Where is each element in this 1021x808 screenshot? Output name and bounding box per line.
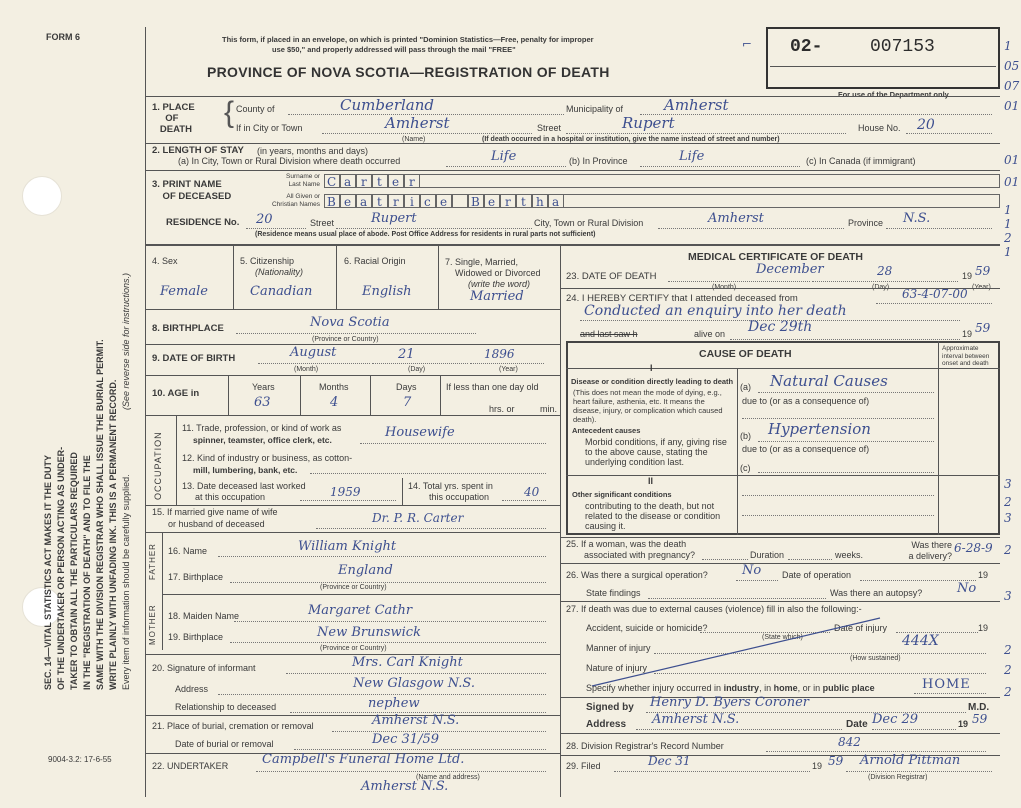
dob-year-caption: (Year) [499,366,518,373]
surgical-label: 26. Was there a surgical operation? [566,570,708,580]
immediate-sub: (This does not mean the mode of dying, e.g., heart failure, asthenia, etc. It means the disease, injury, or complication which caused death). [573,388,723,424]
mother-bp-caption: (Province or Country) [320,645,387,652]
citizenship-label: 5. Citizenship [240,256,295,266]
sidebar-line-3: TAKER TO OBTAIN ALL THE PARTICULARS REQUIRED [69,452,79,690]
birthplace-label: 8. BIRTHPLACE [152,323,224,334]
stay-b-value: Life [679,149,705,164]
certify-to: Conducted an enquiry into her death [584,303,847,319]
residence-city: Amherst [708,211,764,226]
antecedent-sub: Morbid conditions, if any, giving rise to the above cause, stating the underlying condition last. [585,437,727,467]
code: 2 [1004,663,1012,677]
sidebar-line-2: OF THE UNDERTAKER OR PERSON ACTING AS UNDER- [56,446,66,690]
specify-value: HOME [922,677,971,692]
envelope-notice-1: This form, if placed in an envelope, on which is printed "Dominion Statistics—Free, penalty for improper [222,35,594,44]
age-days: 7 [403,395,412,410]
death-day: 28 [877,264,893,278]
dob-day-caption: (Day) [408,366,426,373]
undertaker-addr: Amherst N.S. [361,779,449,794]
undertaker-label: 22. UNDERTAKER [152,761,229,771]
years-spent-label: 14. Total yrs. spent in [408,481,493,491]
residence-no: 20 [256,212,273,227]
accident-label: Accident, suicide or homicide? [586,623,708,633]
sig-address-label: Address [586,719,627,730]
place-label: 1. PLACE OF DEATH [152,102,195,135]
birthplace-value: Nova Scotia [310,315,390,330]
code: 3 [1004,589,1012,603]
municipality-label: Municipality of [566,104,624,114]
a-prefix: (a) [740,382,751,392]
b-prefix: (b) [740,431,751,441]
injury-date-label: Date of injury [834,623,888,633]
racial-label: 6. Racial Origin [344,256,406,266]
residence-province: N.S. [903,211,931,226]
dob-year: 1896 [484,347,515,361]
trade-sub: spinner, teamster, office clerk, etc. [193,435,332,445]
sidebar-line-6: WRITE PLAINLY WITH UNFADING INK. THIS IS A PERMANENT RECORD. [108,379,118,690]
antecedent-label: Antecedent causes [572,426,641,435]
age-label: 10. AGE in [152,388,200,399]
lessday-label: If less than one day old [446,382,539,392]
hrs-label: hrs. or [489,404,515,414]
code: 2 [1004,231,1012,245]
medical-heading: MEDICAL CERTIFICATE OF DEATH [688,251,863,263]
years-spent-value: 40 [524,485,540,499]
op-year-prefix: 19 [978,570,989,580]
given-label: All Given or Christian Names [271,193,320,208]
municipality-value: Amherst [664,96,729,114]
sidebar-line-1: SEC. 14—VITAL STATISTICS ACT MAKES IT THE DUTY [43,454,53,690]
city-value: Amherst [385,114,450,132]
b-value: Hypertension [768,420,871,438]
other-sub: contributing to the death, but not related to the disease or condition causing it. [585,501,721,531]
sig-year-prefix: 19 [958,719,969,729]
form-number: FORM 6 [46,32,81,42]
nature-label: Nature of injury [586,663,648,673]
lastworked-label: 13. Date deceased last worked [182,481,306,491]
sig-address: Amherst N.S. [652,712,740,727]
death-year-prefix: 19 [962,271,973,281]
code: 1 [1004,245,1012,259]
dob-label: 9. DATE OF BIRTH [152,353,236,364]
preg-label: 25. If a woman, was the death [566,539,687,549]
street-value: Rupert [622,114,675,132]
stay-c-label: (c) In Canada (if immigrant) [806,156,916,166]
interval-caption: Approximate interval between onset and death [942,345,990,367]
months-label: Months [319,382,349,392]
residence-street: Rupert [371,211,417,226]
delivery-label: Was there a delivery? [908,540,952,561]
code: 2 [1004,643,1012,657]
informant-sig: Mrs. Carl Knight [352,655,463,670]
mother-name: Margaret Cathr [308,603,413,618]
stay-b-label: (b) In Province [569,156,628,166]
code: 01 [1004,175,1020,189]
occupation-side: OCCUPATION [153,431,163,500]
death-month: December [756,262,824,277]
father-bp: England [338,563,393,578]
burial-value: Amherst N.S. [372,713,460,728]
a-due-to: due to (or as a consequence of) [742,396,870,406]
alive-year: 59 [975,321,991,335]
autopsy-label: Was there an autopsy? [830,588,923,598]
birthplace-caption: (Province or Country) [312,336,379,343]
c-prefix: (c) [740,463,751,473]
spouse-sub: or husband of deceased [168,519,265,529]
place-brace: { [224,96,235,129]
citizenship-sub: (Nationality) [255,267,304,277]
lastsaw-label: and last saw h [580,329,638,339]
undertaker-value: Campbell's Funeral Home Ltd. [262,752,465,767]
death-year-caption: (Year) [972,284,991,291]
informant-sig-label: 20. Signature of informant [152,663,256,673]
cause-heading: CAUSE OF DEATH [699,348,792,360]
marital-label: 7. Single, Married, Widowed or Divorced [445,257,541,278]
sig-date: Dec 29 [872,712,919,727]
age-months: 4 [330,395,339,410]
punch-hole-top [22,176,62,216]
registration-prefix: 02- [790,37,823,57]
burial-date-label: Date of burial or removal [175,739,274,749]
informant-address-label: Address [175,684,209,694]
sidebar-note-2: (See reverse side for instructions.) [121,272,131,410]
surgical-value: No [742,563,762,578]
filed-year: 59 [828,754,844,768]
code: 2 [1004,685,1012,699]
certify-label: 24. I HEREBY CERTIFY that I attended deceased from [566,293,798,304]
filed-value: Dec 31 [648,754,691,768]
b-due-to: due to (or as a consequence of) [742,444,870,454]
lastworked-value: 1959 [330,485,361,499]
residence-street-label: Street [310,218,335,228]
roman-1: I [650,363,653,373]
trade-label: 11. Trade, profession, or kind of work as [182,423,342,433]
filed-label: 29. Filed [566,761,601,771]
code: 05 [1004,59,1020,73]
death-year: 59 [975,264,991,278]
industry-sub: mill, lumbering, bank, etc. [193,465,298,475]
death-date-label: 23. DATE OF DEATH [566,271,657,282]
spouse-label: 15. If married give name of wife [152,507,278,517]
findings-label: State findings [586,588,641,598]
residence-label: RESIDENCE No. [166,217,240,228]
code: 1 [1004,203,1012,217]
house-value: 20 [917,117,935,133]
city-caption: (Name) [402,136,426,143]
stay-sub: (in years, months and days) [257,146,369,156]
mother-bp: New Brunswick [317,625,421,640]
signed-value: Henry D. Byers Coroner [650,695,810,710]
alive-year-prefix: 19 [962,329,973,339]
sidebar-note: Every item of information should be carefully supplied. [121,474,131,690]
code: 07 [1004,79,1020,93]
margin-mark: ⌐ [742,37,753,51]
injury-year-prefix: 19 [978,623,989,633]
department-note: For use of the Department only [838,90,949,99]
burial-label: 21. Place of burial, cremation or removal [152,721,314,731]
marital-sub: (write the word) [468,279,531,289]
preg-sub: associated with pregnancy? [584,550,696,560]
duration-label: Duration [750,550,785,560]
burial-date: Dec 31/59 [372,732,439,747]
code: 01 [1004,153,1020,167]
signed-label: Signed by [586,702,634,713]
how-sustained: (How sustained) [850,655,901,662]
citizenship-value: Canadian [250,284,313,299]
dob-day: 21 [398,347,415,362]
code: 01 [1004,99,1020,113]
name-label: 3. PRINT NAME OF DECEASED [152,179,232,202]
informant-address: New Glasgow N.S. [353,676,475,691]
relation-label: Relationship to deceased [175,702,277,712]
mother-bp-label: 19. Birthplace [168,632,224,642]
residence-city-label: City, Town or Rural Division [534,218,644,228]
envelope-notice-2: use $50," and properly addressed will pass through the mail "FREE" [272,45,516,54]
spouse-value: Dr. P. R. Carter [372,511,464,525]
code: 2 [1004,543,1012,557]
stay-label: 2. LENGTH OF STAY [152,145,244,156]
other-label: Other significant conditions [572,490,672,499]
certify-from: 63-4-07-00 [902,287,968,301]
a-value: Natural Causes [770,372,888,390]
md-label: M.D. [968,702,990,713]
undertaker-caption: (Name and address) [416,774,480,781]
days-label: Days [396,382,417,392]
op-date-label: Date of operation [782,570,852,580]
code: 1 [1004,217,1012,231]
mother-name-label: 18. Maiden Name [168,611,240,621]
page-title: PROVINCE OF NOVA SCOTIA—REGISTRATION OF DEATH [207,64,610,80]
code: 2 [1004,495,1012,509]
relation-value: nephew [368,696,420,711]
mother-side: MOTHER [148,604,157,645]
delivery-value: 6-28-9 [954,541,993,555]
father-name-label: 16. Name [168,546,208,556]
registration-number: 007153 [870,37,935,57]
sig-date-label: Date [846,719,868,730]
death-month-caption: (Month) [712,284,737,291]
lastworked-sub: at this occupation [195,492,266,502]
stay-a-label: (a) In City, Town or Rural Division where death occurred [178,156,401,166]
age-years: 63 [254,395,271,410]
surname-label: Surname or Last Name [286,173,320,188]
weeks-label: weeks. [835,550,864,560]
print-code: 9004-3.2: 17-6-55 [48,755,112,764]
state-which: (State which) [762,634,803,641]
filed-year-prefix: 19 [812,761,823,771]
father-bp-label: 17. Birthplace [168,572,224,582]
father-bp-caption: (Province or Country) [320,584,387,591]
death-day-caption: (Day) [872,284,890,291]
trade-value: Housewife [385,425,455,440]
code: 1 [1004,39,1012,53]
sex-value: Female [160,284,208,299]
stay-a-value: Life [491,149,517,164]
residence-province-label: Province [848,218,884,228]
min-label: min. [540,404,558,414]
sidebar-line-4: IN THE "REGISTRATION OF DEATH" AND TO FILE THE [82,455,92,690]
city-label: If in City or Town [236,123,303,133]
sidebar-line-5: SAME WITH THE DIVISION REGISTRAR WHO SHALL ISSUE THE BURIAL PERMIT. [95,339,105,690]
registrar-signature: Arnold Pittman [860,753,961,768]
strike-line [590,612,890,694]
industry-label: 12. Kind of industry or business, as cotton- [182,453,353,463]
specify-label: Specify whether injury occurred in industry, in home, or in public place [586,683,875,693]
code: 3 [1004,511,1012,525]
record-label: 28. Division Registrar's Record Number [566,741,724,751]
county-label: County of [236,104,275,114]
dob-month: August [290,345,337,360]
alive-on: Dec 29th [748,319,813,335]
years-label: Years [252,382,275,392]
county-value: Cumberland [340,96,435,114]
years-spent-sub: this occupation [429,492,490,502]
marital-value: Married [470,289,524,304]
residence-caption: (Residence means usual place of abode. Post Office Address for residents in rural parts not sufficient) [255,231,596,238]
record-value: 842 [838,735,861,749]
father-side: FATHER [148,543,157,580]
roman-2: II [648,476,654,486]
father-name: William Knight [298,539,397,554]
registrar-caption: (Division Registrar) [868,774,928,781]
sex-label: 4. Sex [152,256,178,266]
alive-label: alive on [694,329,726,339]
sig-year: 59 [972,712,988,726]
manner-label: Manner of injury [586,643,651,653]
hospital-caption: (If death occurred in a hospital or institution, give the name instead of street and number) [482,136,780,143]
autopsy-value: No [957,581,977,596]
immediate-label: Disease or condition directly leading to death [571,377,734,386]
street-label: Street [537,123,562,133]
manner-value: 444X [902,633,939,649]
house-label: House No. [858,123,901,133]
dob-month-caption: (Month) [294,366,319,373]
external-label: 27. If death was due to external causes (violence) fill in also the following:- [566,604,862,614]
code: 3 [1004,477,1012,491]
racial-value: English [362,284,412,299]
